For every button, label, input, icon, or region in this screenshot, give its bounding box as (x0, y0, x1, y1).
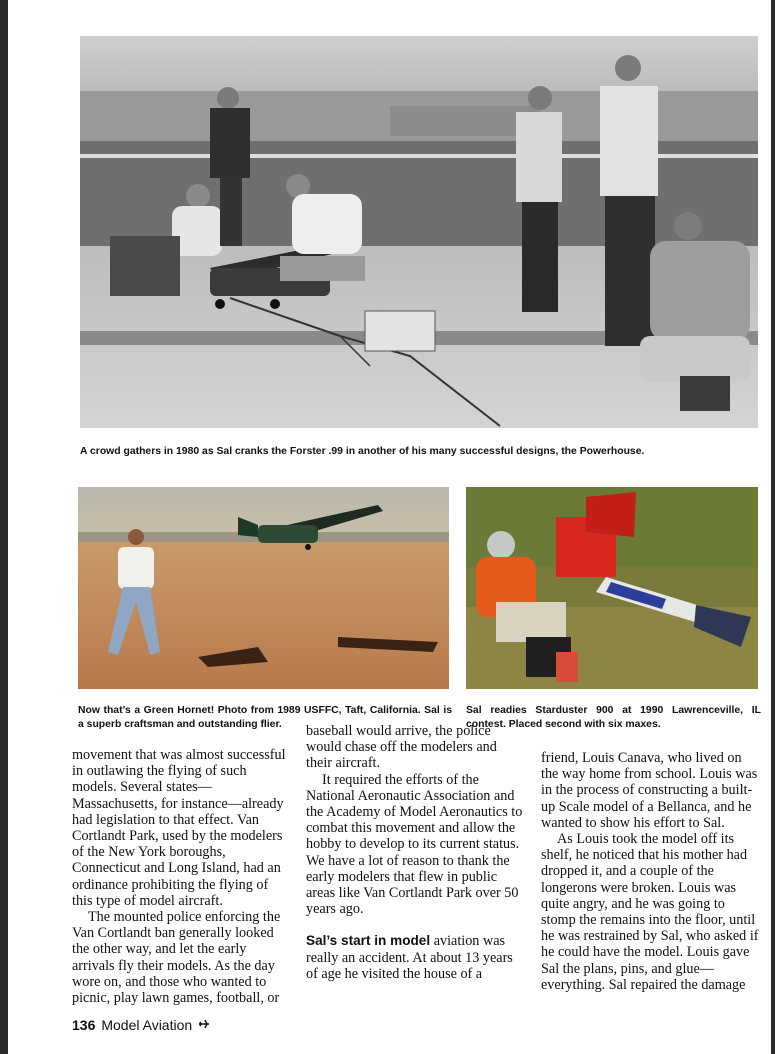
page-left-edge (0, 0, 8, 1054)
paragraph: The mounted police enforcing the Van Cortlandt ban generally looked the other way, and let the early arrivals fly their models. As the day wore on, and those who wanted to picnic, play lawn games, football, or (72, 909, 281, 1007)
article-column-3 (541, 750, 761, 993)
caption-bottom-left-photo: Now that’s a Green Hornet! Photo from 1989 USFFC, Taft, California. Sal is a superb craftsman and outstanding flier. (78, 705, 452, 730)
paragraph: baseball would arrive, the police would chase off the modelers and their aircraft. (306, 723, 497, 772)
paragraph-text: aviation was really an accident. At about 13 years of age he visited the house of a (306, 933, 513, 982)
magazine-name: Model Aviation (101, 1017, 193, 1033)
runin-heading: Sal’s start in model (306, 933, 431, 949)
article-column-2 (306, 723, 526, 982)
airplane-icon (198, 1017, 210, 1033)
caption-top-photo: A crowd gathers in 1980 as Sal cranks the Forster .99 in another of his many successful designs, the Powerhouse. (80, 446, 645, 457)
paragraph: As Louis took the model off its shelf, he noticed that his mother had dropped it, and a couple of the longerons were broken. Louis was quite angry, and he was going to stomp the remains into the floor, until he was restrained by Sal, who asked if he could have the model. Louis gave Sal the plans, pins, and glue—everything. Sal repaired the damage (541, 831, 759, 993)
page-number: 136 (72, 1017, 96, 1033)
photo-starduster (466, 487, 758, 689)
paragraph-with-runin (306, 933, 526, 982)
photo-green-hornet (78, 487, 449, 689)
page-right-edge (771, 0, 775, 1054)
article-column-1 (72, 747, 292, 1006)
paragraph: It required the efforts of the National Aeronautic Association and the Academy of Model Aeronautics to combat this movement and allow the hobby to develop to its current status. We have a lot of reason to thank the early modelers that flew in public areas like Van Cortlandt Park over 50 years ago. (306, 771, 523, 918)
caption-bottom-right-photo: Sal readies Starduster 900 at 1990 Lawrenceville, IL contest. Placed second with six maxes. (466, 705, 761, 730)
photo-runway-crowd (80, 36, 758, 428)
paragraph: movement that was almost successful in outlawing the flying of such models. Several states—Massachusetts, for instance—already had legislation to that effect. Van Cortlandt Park, used by the modelers of the New York boroughs, Connecticut and Long Island, had an ordinance prohibiting the flying of this type of model aircraft. (72, 747, 286, 909)
paragraph: friend, Louis Canava, who lived on the way home from school. Louis was in the process of constructing a built-up Scale model of a Bellanca, and he wanted to show his effort to Sal. (541, 750, 758, 831)
page-footer (72, 1017, 210, 1033)
